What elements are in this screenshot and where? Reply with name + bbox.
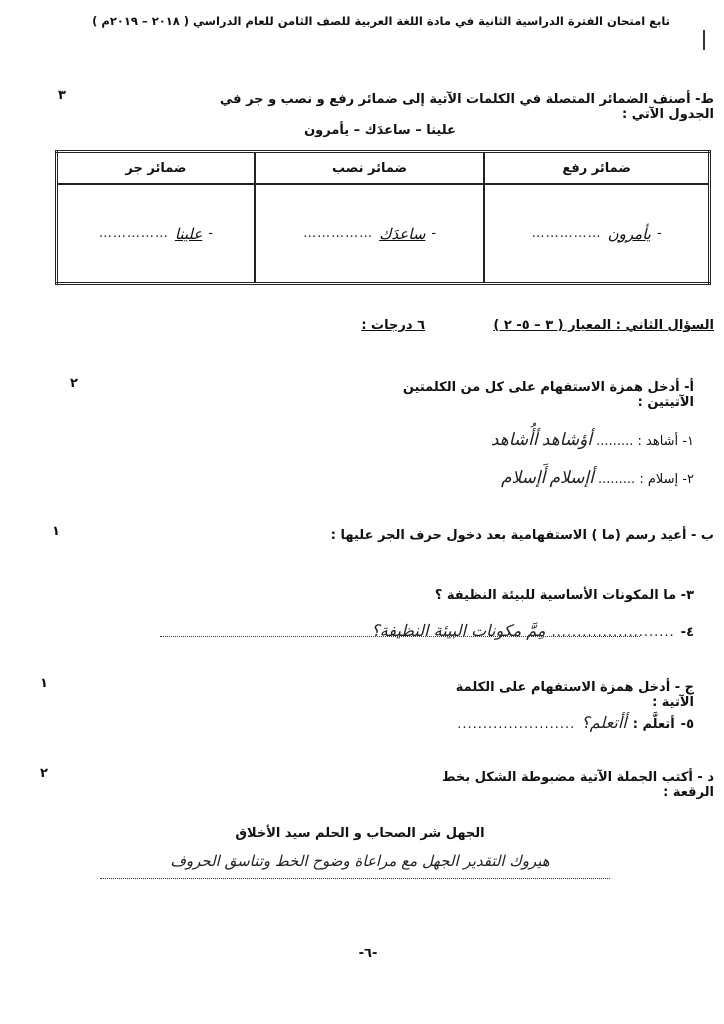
item2-word: إسلام : bbox=[639, 472, 679, 487]
cell-nasb-dots: …………… bbox=[303, 226, 374, 241]
cell-nasb-dash: - bbox=[431, 226, 437, 241]
item1-word: أشاهد : bbox=[637, 434, 679, 449]
part-d-marks: ٢ bbox=[40, 766, 48, 781]
cell-raf-dash: - bbox=[656, 226, 662, 241]
c-item-answer: أأتعلم؟ bbox=[581, 713, 627, 732]
edge-mark bbox=[703, 30, 715, 50]
part-a-marks: ٢ bbox=[70, 376, 78, 391]
part-a-label: أ- أدخل همزة الاستفهام على كل من الكلمتين الآتيتين : bbox=[402, 380, 694, 410]
c-item-word: أتعلَّم : bbox=[632, 717, 675, 732]
cell-jar-dots: …………… bbox=[98, 226, 169, 241]
page-header: تابع امتحان الفترة الدراسية الثانية في مادة اللغة العربية للصف الثامن للعام الدراسي ( ٢٠١٨ – ٢٠١٩م ) bbox=[92, 14, 670, 28]
cell-jar-dash: - bbox=[208, 226, 214, 241]
section2-points: ٦ درجات : bbox=[361, 318, 425, 333]
pronouns-instruction: ط- أصنف الضمائر المتصلة في الكلمات الآتية إلى ضمائر رفع و نصب و جر في الجدول الآتي : bbox=[219, 92, 714, 122]
cell-raf[interactable] bbox=[484, 184, 709, 284]
page-number: -٦- bbox=[358, 946, 378, 961]
section2-title: السؤال الثاني : المعيار ( ٣ – ٥- ٢ ) bbox=[493, 318, 714, 333]
c-item-dots: ....................... bbox=[457, 717, 576, 732]
part-d-answer[interactable]: هيروك التقدير الجهل مع مراعاة وضوح الخط وتناسق الحروف bbox=[170, 852, 550, 870]
item1-extra: أأُشاهد bbox=[490, 430, 538, 450]
item1-num: ١- bbox=[682, 434, 694, 449]
pronouns-table bbox=[55, 150, 711, 285]
c-item-num: ٥- bbox=[680, 717, 694, 732]
part-c-marks: ١ bbox=[40, 676, 48, 691]
cell-nasb-answer: ساعدَك bbox=[379, 224, 426, 243]
item2-answer: أإسلام bbox=[549, 468, 594, 488]
part-b-marks: ١ bbox=[52, 524, 60, 539]
q4-num: ٤- bbox=[680, 625, 694, 640]
pronouns-marks: ٣ bbox=[58, 88, 66, 103]
cell-nasb[interactable] bbox=[255, 184, 484, 284]
header-jar: ضمائر جر bbox=[57, 152, 255, 185]
part-b-q3: ٣- ما المكونات الأساسية للبيئة النظيفة ؟ bbox=[434, 588, 694, 603]
item2-num: ٢- bbox=[682, 472, 694, 487]
part-d-sentence: الجهل شر الصحاب و الحلم سيد الأخلاق bbox=[235, 826, 485, 841]
part-c-item[interactable] bbox=[270, 706, 694, 732]
part-a-item-2[interactable] bbox=[400, 468, 694, 488]
item2-extra: أَإسلام bbox=[501, 468, 546, 488]
cell-jar-answer: علينا bbox=[174, 224, 203, 243]
cell-jar[interactable] bbox=[57, 184, 255, 284]
cell-raf-answer: يأمرون bbox=[607, 224, 651, 243]
part-b-label: ب - أعيد رسم (ما ) الاستفهامية بعد دخول حرف الجر عليها : bbox=[330, 528, 714, 543]
part-c-label: ج - أدخل همزة الاستفهام على الكلمة الآتية : bbox=[455, 680, 694, 710]
part-a-item-1[interactable] bbox=[390, 430, 694, 450]
cell-raf-dots: …………… bbox=[531, 226, 602, 241]
header-raf: ضمائر رفع bbox=[484, 152, 709, 185]
q4-answer: مِمَّ مكونات البيئة النظيفة؟ bbox=[371, 621, 546, 640]
item1-answer: أؤشاهد bbox=[541, 430, 593, 450]
q4-underline bbox=[160, 636, 640, 637]
item2-dots: ......... bbox=[598, 472, 636, 487]
q4-dots-start: ........................ bbox=[551, 625, 675, 640]
part-d-label: د - أكتب الجملة الآتية مضبوطة الشكل بخط الرقعة : bbox=[442, 770, 714, 800]
header-nasb: ضمائر نصب bbox=[255, 152, 484, 185]
item1-dots: ......... bbox=[596, 434, 634, 449]
part-d-underline bbox=[100, 878, 610, 879]
pronouns-words: علينا – ساعدَك – يأمرون bbox=[304, 123, 456, 138]
